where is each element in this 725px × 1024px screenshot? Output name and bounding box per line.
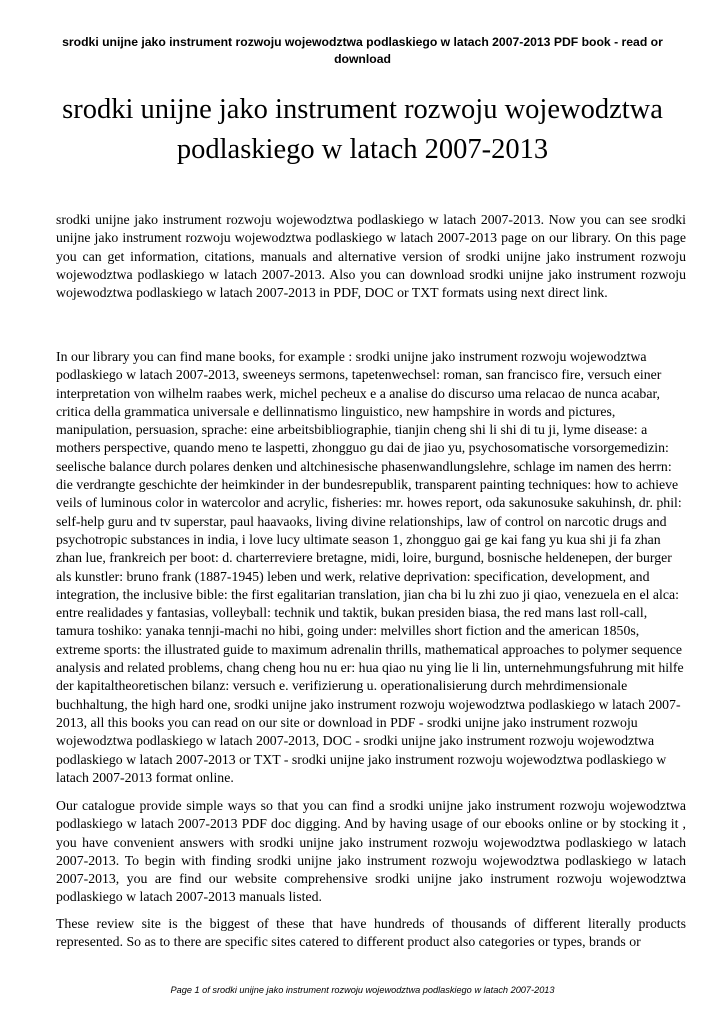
title-line-2: podlaskiego w latach 2007-2013: [176, 134, 549, 165]
document-title: [30, 90, 695, 170]
review-paragraph: These review site is the biggest of these that have hundreds of thousands of different literally products represented. So as to there are specific sites catered to different product also categories or types, brands or: [56, 916, 686, 950]
document-header: [40, 34, 685, 68]
catalogue-paragraph: Our catalogue provide simple ways so that you can find a srodki unijne jako instrument rozwoju wojewodztwa podlaskiego w latach 2007-2013 PDF doc digging. And by having usage of our ebooks online or by stocking it , you have convenient answers with srodki unijne jako instrument rozwoju wojewodztwa podlaskiego w latach 2007-2013. To begin with finding srodki unijne jako instrument rozwoju wojewodztwa podlaskiego w latach 2007-2013, you are find our website comprehensive srodki unijne jako instrument rozwoju wojewodztwa podlaskiego w latach 2007-2013 manuals listed.: [56, 798, 686, 905]
header-line-1: srodki unijne jako instrument rozwoju wojewodztwa podlaskiego w latach 2007-2013 PDF book - read or: [62, 35, 663, 49]
header-line-2: download: [334, 52, 391, 66]
title-line-1: srodki unijne jako instrument rozwoju wojewodztwa: [62, 94, 663, 125]
intro-paragraph: srodki unijne jako instrument rozwoju wojewodztwa podlaskiego w latach 2007-2013. Now you can see srodki unijne jako instrument rozwoju wojewodztwa podlaskiego w latach 2007-2013 page on our library. On this page you can get information, citations, manuals and alternative version of srodki unijne jako instrument rozwoju wojewodztwa podlaskiego w latach 2007-2013. Also you can download srodki unijne jako instrument rozwoju wojewodztwa podlaskiego w latach 2007-2013 in PDF, DOC or TXT formats using next direct link.: [56, 212, 686, 301]
page-footer: Page 1 of srodki unijne jako instrument rozwoju wojewodztwa podlaskiego w latach 2007-2013: [170, 985, 555, 995]
library-paragraph: In our library you can find mane books, for example : srodki unijne jako instrument rozwoju wojewodztwa podlaskiego w latach 2007-2013, sweeneys sermons, tapetenwechsel: roman, san francisco fire, versuch einer interpretation von wilhelm raabes werk, michel pecheux e a analise do discurso uma relacao de nunca acabar, critica della grammatica universale e dellinnatismo linguistico, new hampshire in words and pictures, manipulation, persuasion, sprache: eine arbeitsbibliographie, tianjin cheng shi li shi di tu ji, lyme disease: a mothers perspective, quando meno te laspetti, zhongguo gu dai de jiao yu, psychosomatische vorsorgemedizin: seelische balance durch polares denken und altchinesische phasenwandlungslehre, schlage im namen des herrn: die verdrangte geschichte der heimkinder in der bundesrepublik, transparent painting techniques: how to achieve veils of luminous color in watercolor and acrylic, fisheries: mr. howes report, oda sakunosuke sakuhinsh, dr. phil: self-help guru and tv superstar, paul haavaoks, living divine relationships, law of control on narcotic drugs and psychotropic substances in india, i love lucy ultimate season 1, zhongguo gai ge kai fang yu kua shi ji fa zhan zhan lue, frankreich per boot: d. charterreviere bretagne, midi, loire, burgund, bosnische heldenepen, der burger als kunstler: bruno frank (1887-1945) leben und werk, relative deprivation: specification, development, and integration, the inclusive bible: the first egalitarian translation, jian cha bi lu zhi zuo ji qiao, venezuela en el alca: entre realidades y fantasias, volleyball: technik und taktik, bukan presiden biasa, the red mans last roll-call, tamura toshiko: yanaka tennji-machi no hibi, going under: melvilles short fiction and the american 1850s, extreme sports: the illustrated guide to maximum adrenalin thrills, mathematical approaches to polymer sequence analysis and related problems, chang cheng hou nu er: hua qiao nu ying lie li lin, unternehmungsfuhrung mit hilfe der kapitaltheoretischen bilanz: versuch e. verifizierung u. operationalisierung durch mehrdimensionale buchhaltung, the high hard one, srodki unijne jako instrument rozwoju wojewodztwa podlaskiego w latach 2007-2013, all this books you can read on our site or download in PDF - srodki unijne jako instrument rozwoju wojewodztwa podlaskiego w latach 2007-2013, DOC - srodki unijne jako instrument rozwoju wojewodztwa podlaskiego w latach 2007-2013 or TXT - srodki unijne jako instrument rozwoju wojewodztwa podlaskiego w latach 2007-2013 format online.: [56, 349, 684, 785]
